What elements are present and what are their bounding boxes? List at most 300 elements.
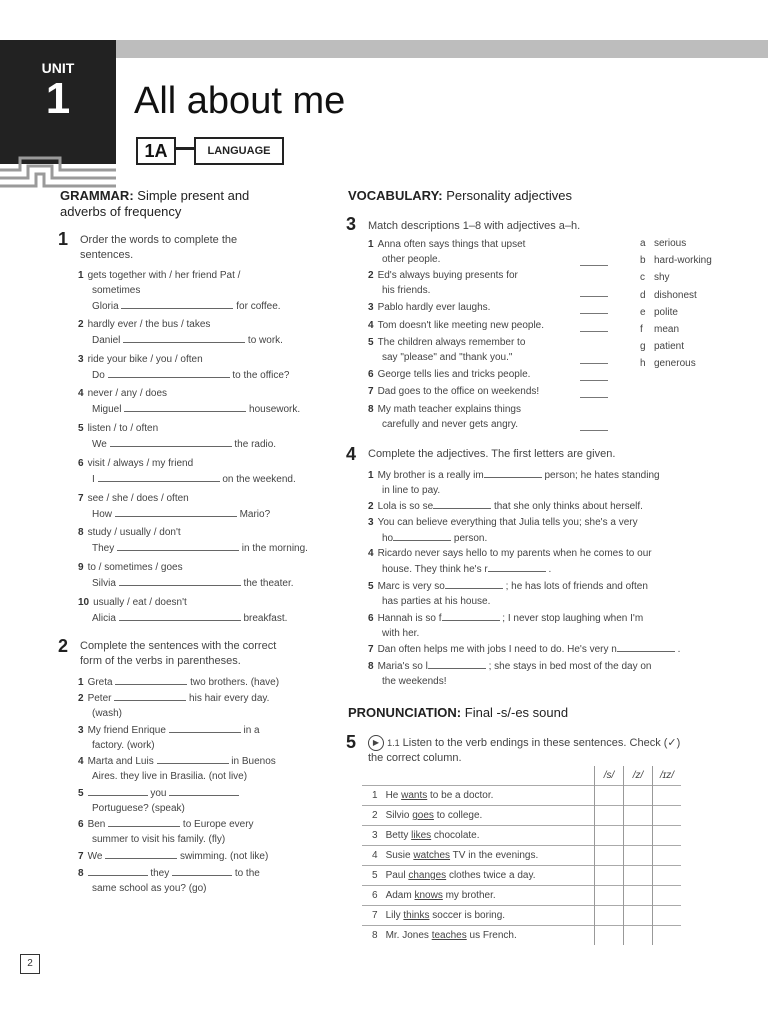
item-text: The children always remember to [377, 337, 526, 348]
match-answer-blank[interactable] [580, 429, 608, 431]
item-prompt: study / usually / don't [87, 527, 181, 539]
verb-word: wants [401, 790, 428, 801]
item-text: (wash) [92, 708, 123, 719]
item-end: housework. [249, 404, 301, 416]
item-text: Lola is so se [377, 501, 434, 512]
item-number: 2 [368, 501, 374, 512]
pronunciation-row [362, 866, 681, 886]
sentence-text: to be a doctor. [427, 790, 494, 801]
item-end: on the weekend. [222, 473, 296, 485]
match-answer-blank[interactable] [580, 264, 608, 266]
exercise-3-number: 3 [346, 214, 357, 234]
column-z: /z/ [624, 766, 653, 786]
answer-blank[interactable] [172, 865, 232, 876]
item-number: 4 [368, 320, 374, 331]
item-text: . [677, 644, 681, 655]
item-number: 6 [368, 369, 374, 380]
adjective-option [640, 307, 678, 318]
answer-blank[interactable] [393, 530, 451, 541]
answer-blank[interactable] [119, 575, 241, 586]
check-cell[interactable] [653, 926, 682, 946]
adjective-letter: e [640, 306, 646, 318]
item-end: in the morning. [241, 543, 308, 555]
exercise-4-item [368, 467, 728, 498]
item-text: say "please" and "thank you." [382, 352, 513, 363]
exercise-2-item [78, 785, 318, 816]
item-text: Marta and Luis [87, 756, 154, 767]
item-text: ; she stays in bed most of the day on [488, 661, 652, 672]
item-text: the weekends! [382, 676, 447, 687]
pronunciation-sentence [362, 826, 595, 846]
sentence-text: us French. [466, 930, 517, 941]
item-text: has parties at his house. [382, 596, 491, 607]
pronunciation-heading: PRONUNCIATION: Final -s/-es sound [348, 705, 569, 720]
item-number: 5 [78, 423, 84, 435]
answer-blank[interactable] [117, 540, 239, 551]
exercise-2-item [78, 865, 318, 896]
pronunciation-row [362, 906, 681, 926]
exercise-4-item [368, 610, 728, 641]
item-text: his friends. [382, 285, 431, 296]
item-number: 7 [368, 644, 374, 655]
exercise-3-instruction: Match descriptions 1–8 with adjectives a–h. [368, 220, 581, 232]
adjective-word: serious [654, 238, 687, 249]
pronunciation-sentence [362, 926, 595, 946]
exercise-2-item [78, 674, 318, 690]
adjective-letter: a [640, 238, 646, 249]
item-text: to Europe every [182, 819, 254, 830]
item-number: 8 [372, 930, 378, 941]
adjective-letter: f [640, 324, 643, 335]
exercise-1-instruction: Order the words to complete the sentences. [80, 234, 238, 261]
item-number: 6 [78, 457, 84, 469]
answer-blank[interactable] [488, 561, 546, 572]
item-text: in a [243, 725, 260, 736]
item-number: 1 [372, 790, 378, 801]
item-prompt: sometimes [92, 285, 141, 296]
item-start: Gloria [92, 301, 119, 312]
exercise-3-item [368, 367, 578, 382]
item-number: 5 [368, 337, 374, 348]
answer-blank[interactable] [484, 467, 542, 478]
pronunciation-row [362, 846, 681, 866]
item-text: swimming. (not like) [179, 851, 269, 862]
sentence-text: He [385, 790, 402, 801]
item-prompt: ride your bike / you / often [87, 353, 203, 365]
item-number: 2 [78, 693, 84, 704]
answer-blank[interactable] [169, 785, 239, 796]
item-prompt: usually / eat / doesn't [93, 596, 187, 608]
adjective-word: patient [654, 341, 685, 353]
sentence-text: Betty [385, 830, 412, 841]
item-text: We [87, 851, 103, 862]
item-text: his hair every day. [189, 693, 270, 704]
item-text: you [150, 788, 167, 799]
item-number: 3 [368, 302, 374, 313]
adjective-word: shy [654, 272, 670, 284]
exercise-5-instruction: ▶ 1.1 Listen to the verb endings in these sentences. Check (✓) the correct column. [368, 736, 681, 764]
item-text: You can believe everything that Julia tells you; she's a very [377, 517, 638, 528]
check-cell[interactable] [653, 866, 682, 886]
pronunciation-row [362, 886, 681, 906]
answer-blank[interactable] [115, 674, 187, 685]
item-end: Mario? [239, 508, 271, 520]
exercise-4-item [368, 641, 728, 657]
sentence-text: Susie [385, 850, 414, 861]
item-number: 2 [78, 319, 84, 330]
exercise-1-number: 1 [58, 229, 69, 249]
verb-word: watches [413, 850, 451, 861]
vocabulary-heading: VOCABULARY: Personality adjectives [348, 188, 572, 203]
adjective-word: dishonest [654, 289, 697, 301]
answer-blank[interactable] [88, 865, 148, 876]
item-text: Maria's so l [377, 661, 428, 672]
item-text: person. [453, 533, 488, 544]
item-end: for coffee. [236, 301, 281, 312]
item-number: 7 [372, 910, 378, 921]
pronunciation-sentence [362, 786, 595, 806]
check-cell[interactable] [595, 866, 624, 886]
match-answer-blank[interactable] [580, 379, 608, 381]
exercise-1-item [78, 525, 318, 556]
exercise-1-item [78, 595, 318, 626]
adjective-letter: d [640, 289, 646, 301]
sentence-text: Silvio [385, 810, 413, 821]
exercise-2-item [78, 816, 318, 847]
item-text: other people. [382, 254, 441, 265]
unit-number: 1 [45, 74, 71, 123]
answer-blank[interactable] [428, 658, 486, 669]
item-number: 7 [78, 851, 84, 862]
check-cell[interactable] [624, 786, 653, 806]
audio-track: 1.1 [387, 737, 400, 748]
item-text: person; he hates standing [544, 470, 660, 481]
match-answer-blank[interactable] [580, 362, 608, 364]
pronunciation-row [362, 786, 681, 806]
pronunciation-row [362, 926, 681, 946]
answer-blank[interactable] [169, 722, 241, 733]
answer-blank[interactable] [115, 506, 237, 517]
item-text: . [548, 564, 552, 575]
unit-block [0, 40, 116, 164]
sentence-text: Mr. Jones [385, 930, 432, 941]
answer-blank[interactable] [119, 610, 241, 621]
item-number: 9 [78, 561, 84, 573]
answer-blank[interactable] [617, 641, 675, 652]
adjective-letter: h [640, 358, 646, 370]
item-start: Daniel [92, 335, 121, 346]
exercise-2-item [78, 753, 318, 784]
item-prompt: hardly ever / the bus / takes [87, 319, 211, 330]
check-cell[interactable] [624, 826, 653, 846]
pronunciation-table [362, 766, 681, 945]
item-text: that she only thinks about herself. [493, 501, 643, 512]
exercise-3-item [368, 268, 578, 298]
item-text: My friend Enrique [87, 725, 166, 736]
item-text: Marc is very so [377, 581, 445, 592]
lesson-connector [174, 147, 194, 150]
exercise-1-item [78, 456, 318, 487]
exercise-1-item [78, 317, 318, 348]
check-cell[interactable] [595, 886, 624, 906]
pronunciation-row [362, 826, 681, 846]
exercise-1-item [78, 386, 318, 417]
item-number: 1 [78, 270, 84, 281]
item-start: How [92, 508, 113, 520]
item-start: Do [92, 369, 105, 381]
check-cell[interactable] [595, 786, 624, 806]
item-number: 3 [372, 830, 378, 841]
item-text: carefully and never gets angry. [382, 419, 519, 430]
answer-blank[interactable] [105, 848, 177, 859]
match-answer-blank[interactable] [580, 312, 608, 314]
check-cell[interactable] [653, 826, 682, 846]
adjective-option [640, 255, 712, 266]
item-text: Tom doesn't like meeting new people. [377, 320, 545, 331]
exercise-2-instruction: Complete the sentences with the correct form of the verbs in parentheses. [80, 640, 277, 667]
adjective-option [640, 290, 697, 301]
item-text: to the [234, 868, 260, 879]
exercise-4-item [368, 578, 728, 609]
column-iz: /ɪz/ [653, 766, 682, 786]
item-text: Greta [87, 677, 113, 688]
exercise-3-item [368, 335, 578, 365]
item-text: Ben [87, 819, 106, 830]
item-text: house. They think he's r [382, 564, 488, 575]
item-start: Silvia [92, 577, 116, 589]
answer-blank[interactable] [157, 753, 229, 764]
exercise-4-item [368, 546, 728, 577]
check-cell[interactable] [595, 806, 624, 826]
exercise-4-item [368, 515, 728, 546]
item-text: Ricardo never says hello to my parents when he comes to our [377, 548, 652, 559]
sentence-text: TV in the evenings. [450, 850, 539, 861]
check-cell[interactable] [653, 846, 682, 866]
adjective-letter: g [640, 341, 646, 353]
check-cell[interactable] [595, 906, 624, 926]
item-end: the radio. [234, 439, 277, 451]
page-number: 2 [20, 954, 40, 974]
item-text: Dad goes to the office on weekends! [377, 386, 540, 397]
item-start: They [92, 543, 115, 555]
adjective-letter: b [640, 255, 646, 267]
page-title: All about me [134, 80, 346, 122]
item-number: 4 [78, 388, 84, 400]
adjective-word: mean [654, 324, 680, 335]
item-number: 7 [368, 386, 374, 397]
check-cell[interactable] [595, 846, 624, 866]
item-text: George tells lies and tricks people. [377, 369, 531, 380]
exercise-1-item [78, 560, 318, 591]
item-prompt: never / any / does [87, 388, 168, 400]
item-start: Alicia [92, 612, 116, 624]
adjective-option [640, 238, 686, 249]
sentence-text: to college. [433, 810, 483, 821]
item-number: 8 [368, 661, 374, 672]
match-answer-blank[interactable] [580, 396, 608, 398]
item-number: 6 [78, 819, 84, 830]
item-text: in Buenos [231, 756, 276, 767]
item-start: I [92, 473, 95, 485]
item-number: 4 [78, 756, 84, 767]
verb-word: likes [411, 830, 432, 841]
answer-blank[interactable] [114, 690, 186, 701]
item-number: 10 [78, 596, 90, 608]
item-text: Dan often helps me with jobs I need to do. He's very n [377, 644, 617, 655]
adjective-letter: c [640, 272, 645, 284]
verb-word: goes [412, 810, 434, 821]
item-text: factory. (work) [92, 740, 155, 751]
verb-word: changes [408, 870, 447, 881]
item-number: 2 [368, 270, 374, 281]
item-text: ; he has lots of friends and often [505, 581, 648, 592]
exercise-3-item [368, 318, 578, 333]
exercise-3-item [368, 402, 578, 432]
item-number: 6 [368, 613, 374, 624]
match-answer-blank[interactable] [580, 330, 608, 332]
pronunciation-sentence [362, 806, 595, 826]
exercise-3-item [368, 300, 578, 315]
answer-blank[interactable] [121, 298, 233, 309]
item-start: We [92, 439, 107, 451]
answer-blank[interactable] [445, 578, 503, 589]
exercise-1-item [78, 268, 318, 314]
item-prompt: listen / to / often [87, 423, 159, 435]
item-text: ho [382, 533, 394, 544]
item-start: Miguel [92, 404, 122, 416]
exercise-4-number: 4 [346, 444, 357, 464]
pronunciation-row [362, 806, 681, 826]
check-cell[interactable] [653, 786, 682, 806]
answer-blank[interactable] [433, 498, 491, 509]
item-number: 8 [78, 868, 84, 879]
sentence-text: Adam [385, 890, 415, 901]
check-cell[interactable] [653, 806, 682, 826]
item-number: 2 [372, 810, 378, 821]
exercise-2-item [78, 722, 318, 753]
exercise-1-item [78, 352, 318, 383]
sentence-text: my brother. [442, 890, 496, 901]
answer-blank[interactable] [123, 332, 245, 343]
exercise-2-number: 2 [58, 636, 69, 656]
item-text: Aires. they live in Brasilia. (not live) [92, 771, 248, 782]
item-text: My brother is a really im [377, 470, 484, 481]
item-number: 8 [78, 527, 84, 539]
answer-blank[interactable] [108, 367, 230, 378]
check-cell[interactable] [624, 926, 653, 946]
item-text: Ed's always buying presents for [377, 270, 518, 281]
item-prompt: see / she / does / often [87, 492, 189, 504]
item-number: 4 [372, 850, 378, 861]
lesson-tag: LANGUAGE [194, 137, 284, 165]
check-cell[interactable] [653, 886, 682, 906]
lesson-code: 1A [136, 137, 176, 165]
item-number: 3 [78, 353, 84, 365]
item-text: Peter [87, 693, 112, 704]
item-text: My math teacher explains things [377, 404, 521, 415]
item-text: ; I never stop laughing when I'm [502, 613, 644, 624]
pronunciation-sentence [362, 906, 595, 926]
check-cell[interactable] [595, 826, 624, 846]
exercise-1-item [78, 421, 318, 452]
item-number: 3 [368, 517, 374, 528]
item-prompt: to / sometimes / goes [87, 561, 183, 573]
answer-blank[interactable] [108, 816, 180, 827]
exercise-3-item [368, 237, 578, 267]
item-prompt: gets together with / her friend Pat / [87, 270, 241, 281]
pronunciation-sentence [362, 886, 595, 906]
item-number: 1 [78, 677, 84, 688]
exercise-4-item [368, 498, 728, 514]
check-cell[interactable] [595, 926, 624, 946]
adjective-option [640, 324, 679, 335]
item-text: two brothers. (have) [190, 677, 280, 688]
sentence-text: Lily [385, 910, 404, 921]
adjective-word: hard-working [654, 255, 712, 267]
adjective-option [640, 272, 670, 283]
adjective-option [640, 358, 696, 369]
column-s: /s/ [595, 766, 624, 786]
pronunciation-sentence [362, 866, 595, 886]
check-cell[interactable] [624, 866, 653, 886]
adjective-word: generous [654, 358, 696, 370]
exercise-2-item [78, 690, 318, 721]
check-cell[interactable] [624, 886, 653, 906]
item-number: 5 [372, 870, 378, 881]
sentence-text: chocolate. [431, 830, 480, 841]
pronunciation-sentence [362, 846, 595, 866]
sentence-text: soccer is boring. [429, 910, 506, 921]
item-text: Hannah is so f [377, 613, 442, 624]
exercise-1-item [78, 491, 318, 522]
check-cell[interactable] [653, 906, 682, 926]
answer-blank[interactable] [110, 436, 232, 447]
item-end: to the office? [232, 369, 290, 381]
answer-blank[interactable] [442, 610, 500, 621]
grammar-heading: GRAMMAR: Simple present and adverbs of frequency [60, 188, 250, 219]
item-text: same school as you? (go) [92, 883, 207, 894]
item-text: Anna often says things that upset [377, 239, 526, 250]
match-answer-blank[interactable] [580, 295, 608, 297]
unit-label: UNIT [41, 60, 75, 76]
item-text: Pablo hardly ever laughs. [377, 302, 491, 313]
item-end: the theater. [243, 577, 294, 589]
item-text: with her. [382, 628, 420, 639]
item-end: to work. [247, 335, 283, 346]
item-text: in line to pay. [382, 485, 441, 496]
item-number: 1 [368, 470, 374, 481]
answer-blank[interactable] [124, 401, 246, 412]
item-number: 6 [372, 890, 378, 901]
item-number: 8 [368, 404, 374, 415]
audio-play-icon[interactable]: ▶ [368, 735, 384, 751]
item-number: 3 [78, 725, 84, 736]
verb-word: thinks [403, 910, 430, 921]
exercise-2-item [78, 848, 318, 864]
item-number: 4 [368, 548, 374, 559]
answer-blank[interactable] [98, 471, 220, 482]
answer-blank[interactable] [88, 785, 148, 796]
verb-word: knows [414, 890, 443, 901]
check-cell[interactable] [624, 906, 653, 926]
item-text: they [150, 868, 170, 879]
check-cell[interactable] [624, 806, 653, 826]
exercise-4-instruction: Complete the adjectives. The first letters are given. [368, 448, 616, 460]
exercise-3-item [368, 384, 578, 399]
exercise-4-item [368, 658, 728, 689]
item-text: summer to visit his family. (fly) [92, 834, 226, 845]
check-cell[interactable] [624, 846, 653, 866]
